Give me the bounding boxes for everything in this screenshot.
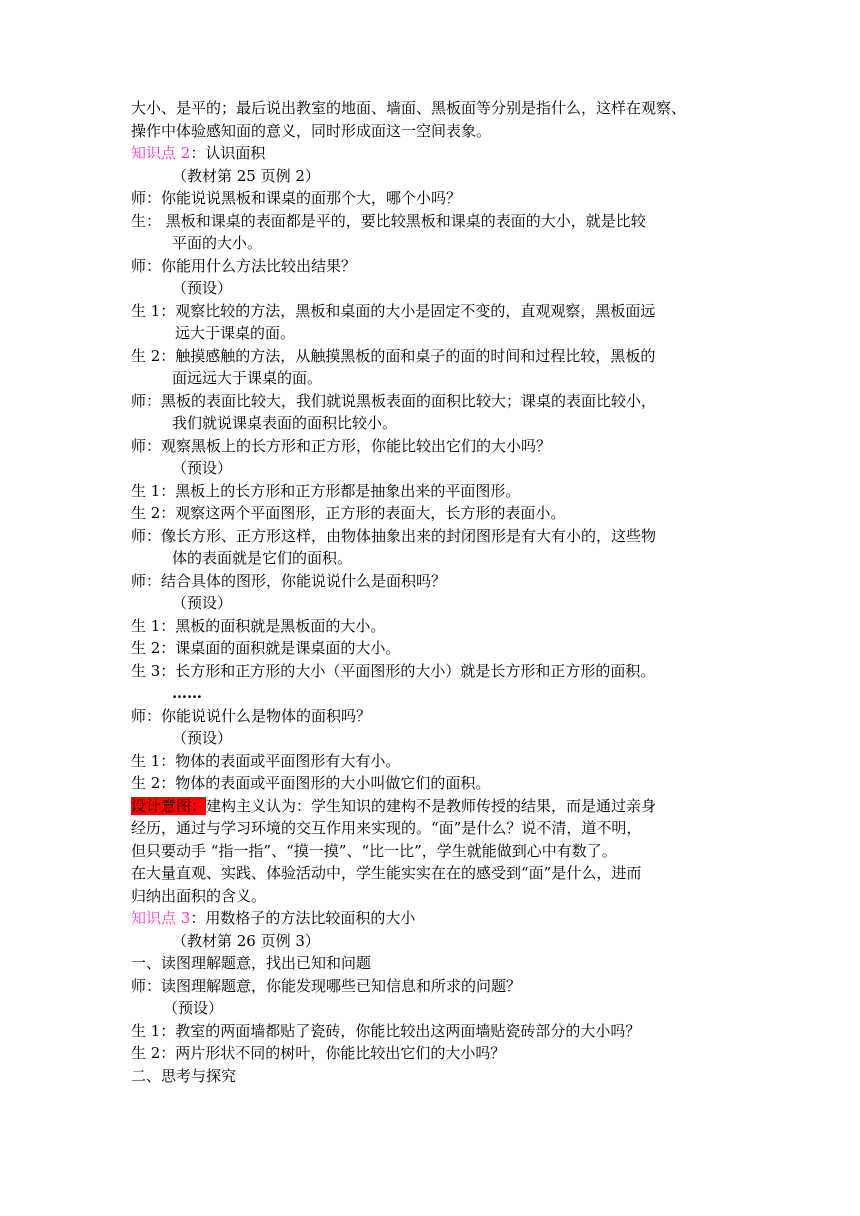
dialogue-line: 生 1：黑板的面积就是黑板面的大小。: [131, 616, 386, 635]
preset-label: （预设）: [172, 279, 233, 297]
knowledge-point-label: 知识点 2: [131, 144, 191, 162]
design-intent-text: 经历，通过与学习环境的交互作用来实现的。“面”是什么？说不清，道不明，: [131, 819, 642, 837]
dialogue-line: 生 2：观察这两个平面图形，正方形的表面大，长方形的表面小。: [131, 504, 566, 522]
design-intent-text: 归纳出面积的含义。: [131, 886, 267, 905]
dialogue-line-continued: 我们就说课桌表面的面积比较小。: [172, 414, 398, 432]
dialogue-line: 生 1：黑板上的长方形和正方形都是抽象出来的平面图形。: [131, 481, 521, 500]
text-line: 操作中体验感知面的意义，同时形成面这一空间表象。: [131, 121, 492, 140]
dialogue-line: 生 3：长方形和正方形的大小（平面图形的大小）就是长方形和正方形的面积。: [131, 661, 656, 680]
preset-label: （预设）: [163, 999, 224, 1017]
textbook-reference: （教材第 25 页例 2）: [172, 166, 320, 185]
dialogue-line: 师：黑板的表面比较大，我们就说黑板表面的面积比较大；课桌的表面比较小，: [131, 391, 657, 410]
ellipsis: ……: [172, 684, 202, 702]
knowledge-point-2-heading: [131, 142, 735, 165]
dialogue-line: 生： 黑板和课桌的表面都是平的，要比较黑板和课桌的表面的大小，就是比较: [131, 211, 646, 230]
design-intent-label: 设计意图：: [131, 796, 207, 815]
design-intent-paragraph: [131, 795, 735, 818]
section-heading: 二、思考与探究: [131, 1066, 237, 1085]
knowledge-point-label: 知识点 3: [131, 909, 191, 927]
text-line: 大小、是平的；最后说出教室的地面、墙面、黑板面等分别是指什么，这样在观察、: [131, 99, 687, 117]
section-heading: 一、读图理解题意，找出已知和问题: [131, 954, 372, 972]
textbook-reference: （教材第 26 页例 3）: [172, 931, 320, 950]
preset-label: （预设）: [172, 594, 233, 612]
dialogue-line-continued: 远大于课桌的面。: [175, 324, 296, 342]
dialogue-line: 师：结合具体的图形，你能说说什么是面积吗？: [131, 571, 447, 590]
dialogue-line-continued: 面远远大于课桌的面。: [172, 369, 323, 387]
dialogue-line: 师：像长方形、正方形这样，由物体抽象出来的封闭图形是有大有小的，这些物: [131, 526, 657, 545]
design-intent-text: 建构主义认为：学生知识的建构不是教师传授的结果，而是通过亲身: [206, 796, 657, 815]
dialogue-line: 师：你能说说什么是物体的面积吗？: [131, 706, 372, 725]
knowledge-point-title: ：用数格子的方法比较面积的大小: [190, 909, 416, 927]
design-intent-text: 在大量直观、实践、体验活动中，学生能实实在在的感受到“面”是什么，进而: [131, 864, 642, 882]
dialogue-line: 生 1：物体的表面或平面图形有大有小。: [131, 751, 401, 770]
dialogue-line-continued: 体的表面就是它们的面积。: [172, 549, 353, 567]
dialogue-line: 师：你能用什么方法比较出结果？: [131, 256, 357, 275]
dialogue-line: 生 2：课桌面的面积就是课桌面的大小。: [131, 639, 401, 657]
design-intent-text: 但只要动手 “指一指”、“摸一摸”、“比一比”，学生就能做到心中有数了。: [131, 841, 617, 860]
dialogue-line: 生 2：触摸感触的方法，从触摸黑板的面和桌子的面的时间和过程比较，黑板的: [131, 346, 656, 365]
dialogue-line: 师：观察黑板上的长方形和正方形，你能比较出它们的大小吗？: [131, 436, 552, 455]
dialogue-line: 师：你能说说黑板和课桌的面那个大，哪个小吗？: [131, 189, 462, 207]
dialogue-line: 生 1：观察比较的方法，黑板和桌面的大小是固定不变的，直观观察，黑板面远: [131, 301, 656, 320]
preset-label: （预设）: [172, 459, 233, 477]
preset-label: （预设）: [172, 729, 233, 747]
dialogue-line: 生 1：教室的两面墙都贴了瓷砖，你能比较出这两面墙贴瓷砖部分的大小吗？: [131, 1021, 641, 1040]
document-body: [131, 97, 735, 1087]
knowledge-point-title: ：认识面积: [190, 144, 266, 162]
dialogue-line: 生 2：物体的表面或平面图形的大小叫做它们的面积。: [131, 774, 491, 792]
dialogue-line: 生 2：两片形状不同的树叶，你能比较出它们的大小吗？: [131, 1044, 506, 1062]
dialogue-line: 师：读图理解题意，你能发现哪些已知信息和所求的问题？: [131, 976, 522, 995]
dialogue-line-continued: 平面的大小。: [172, 234, 263, 252]
knowledge-point-3-heading: [131, 907, 735, 930]
